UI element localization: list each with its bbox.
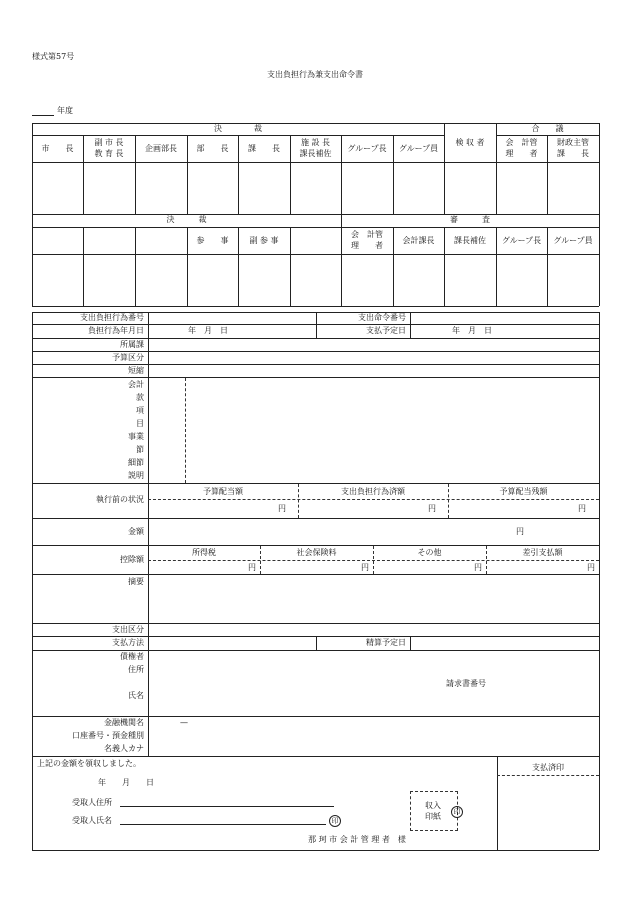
label-amount: 金額 — [128, 527, 144, 536]
approval1-header-left: 決 裁 — [214, 124, 262, 133]
pay-date-value: 年 月 日 — [452, 326, 492, 335]
label-exec-status: 執行前の状況 — [96, 495, 144, 504]
fiscal-year-label: 年度 — [57, 106, 73, 115]
col-accounting-head: 会計課長 — [402, 236, 435, 245]
yen-net: 円 — [587, 563, 595, 572]
label-order-no: 支出命令番号 — [358, 313, 406, 322]
yen-burden-done: 円 — [428, 504, 436, 513]
yen-other: 円 — [474, 563, 482, 572]
burden-date-value: 年 月 日 — [188, 326, 228, 335]
label-invoice-no: 請求書番号 — [446, 679, 486, 688]
label-pay-class: 支出区分 — [112, 625, 144, 634]
label-allocated: 予算配当額 — [203, 487, 243, 496]
label-social-insurance: 社会保険料 — [296, 548, 337, 557]
label-other: その他 — [417, 548, 442, 557]
form-title: 支出負担行為兼支出命令書 — [267, 70, 363, 79]
label-recv-address: 受取人住所 — [72, 798, 112, 807]
col-finance-head: 財政主管 課 長 — [557, 138, 589, 158]
yen-allocated: 円 — [278, 504, 286, 513]
col-group-member: グループ員 — [398, 144, 439, 153]
label-kou: 項 — [136, 406, 144, 415]
col-group-member-2: グループ員 — [553, 236, 593, 245]
label-account: 会計 — [128, 380, 144, 389]
paid-seal-label: 支払済印 — [532, 763, 564, 772]
label-account-no: 口座番号・預金種別 — [72, 731, 144, 740]
label-burden-date: 負担行為年月日 — [88, 326, 144, 335]
received-date: 年 月 日 — [98, 778, 154, 787]
label-net-pay: 差引支払額 — [522, 548, 563, 557]
label-name: 氏名 — [128, 691, 144, 700]
col-group-leader-2: グループ長 — [501, 236, 542, 245]
treasurer-addressee: 那 珂 市 会 計 管 理 者 様 — [308, 835, 406, 844]
recv-address-line — [120, 806, 334, 807]
received-text: 上記の金額を領収しました。 — [37, 759, 141, 768]
label-description: 説明 — [128, 471, 144, 480]
col-inspector: 検 収 者 — [455, 138, 485, 147]
label-income-tax: 所得税 — [192, 548, 216, 557]
seal-mark: 印 — [329, 815, 341, 827]
label-address: 住所 — [128, 665, 144, 674]
yen-amount: 円 — [516, 527, 524, 536]
label-recv-name: 受取人氏名 — [72, 816, 112, 825]
yen-remaining: 円 — [578, 504, 586, 513]
col-vice-councilor: 副 参 事 — [249, 236, 279, 245]
label-creditor: 債権者 — [120, 652, 144, 661]
label-bank-name: 金融機関名 — [104, 718, 144, 727]
approval1-header-right: 合 議 — [531, 124, 564, 133]
label-kan: 款 — [136, 393, 144, 402]
col-planning-head: 企画部長 — [145, 144, 177, 153]
recv-name-line — [120, 824, 326, 825]
col-dept-head: 部 長 — [196, 144, 229, 153]
col-accounting-manager: 会 計管 理 者 — [505, 138, 538, 158]
col-accounting-manager-2: 会 計管 理 者 — [351, 230, 383, 250]
bank-dash: — — [180, 718, 188, 727]
col-group-leader: グループ長 — [347, 144, 387, 153]
label-deduction: 控除額 — [120, 555, 144, 564]
label-settle-date: 精算予定日 — [366, 638, 406, 647]
label-abbrev: 短縮 — [128, 366, 144, 375]
label-budget-class: 予算区分 — [112, 353, 144, 362]
col-assistant-head: 課長補佐 — [454, 236, 486, 245]
label-project: 事業 — [128, 432, 144, 441]
col-facility-head: 施 設 長 課長補佐 — [299, 138, 332, 158]
label-setsu: 節 — [136, 445, 144, 454]
approval2-header-left: 決 裁 — [166, 215, 207, 224]
form-number: 様式第57号 — [32, 52, 75, 61]
col-mayor: 市 長 — [41, 144, 74, 153]
yen-income-tax: 円 — [248, 563, 256, 572]
year-blank — [32, 115, 54, 116]
label-pay-date: 支払予定日 — [366, 326, 406, 335]
label-burden-done: 支出負担行為済額 — [341, 487, 405, 496]
label-burden-no: 支出負担行為番号 — [80, 313, 144, 322]
revenue-stamp-label: 収入 印紙 — [425, 801, 441, 821]
label-summary: 摘要 — [128, 577, 144, 586]
col-councilor: 参 事 — [196, 236, 229, 245]
approval2-header-right: 審 査 — [450, 215, 490, 224]
label-account-kana: 名義人カナ — [104, 744, 144, 753]
col-vice-mayor: 副 市 長 教 育 長 — [94, 138, 124, 158]
stamp-seal-mark: 印 — [451, 806, 463, 818]
label-pay-method: 支払方法 — [112, 638, 144, 647]
label-dept: 所属課 — [120, 340, 144, 349]
label-remaining: 予算配当残額 — [499, 487, 548, 496]
label-saisetsu: 細節 — [128, 458, 144, 467]
label-moku: 目 — [136, 419, 144, 428]
yen-social: 円 — [361, 563, 369, 572]
col-section-head: 課 長 — [248, 144, 280, 153]
